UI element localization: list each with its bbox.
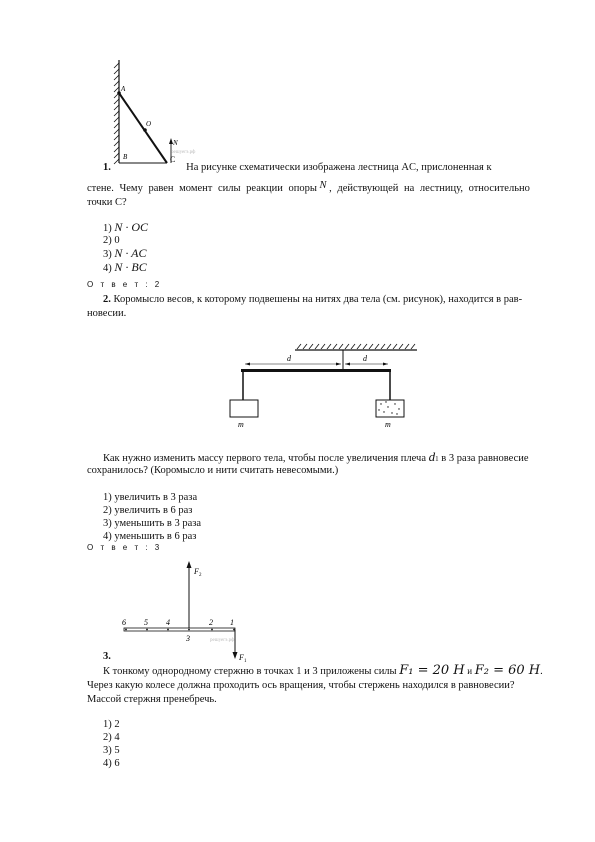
ladder-label-c: C bbox=[170, 155, 176, 164]
q1-line1 bbox=[103, 160, 551, 175]
option-num: 2) bbox=[103, 235, 112, 246]
q3-number bbox=[103, 649, 111, 664]
option-expr: N · AC bbox=[114, 246, 147, 260]
q3-force-1: F₁ = 20 Н bbox=[399, 663, 465, 678]
balance-label-d1: d bbox=[287, 354, 291, 363]
rod-watermark: решуегэ.рф bbox=[210, 638, 235, 643]
q2-text-line1: Коромысло весов, к которому подвешены на нитях два тела (см. рисунок), находится в рав- bbox=[113, 294, 523, 305]
option-num: 4) bbox=[103, 263, 112, 274]
balance-label-m1: m bbox=[238, 420, 244, 429]
q2-arm-subscript: 1 bbox=[435, 455, 439, 463]
rod-label-6: 6 bbox=[122, 618, 126, 627]
q1-number: 1. bbox=[103, 162, 111, 173]
q3-text-line2: Через какую колесе должна проходить ось вращения, чтобы стержень находился в равновесии? bbox=[87, 680, 515, 691]
q3-force-2: F₂ = 60 Н bbox=[474, 663, 541, 678]
rod-label-f2-sub: 2 bbox=[199, 573, 202, 578]
option-num: 1) bbox=[103, 223, 112, 234]
q2-option-3[interactable]: 3) уменьшить в 3 раза bbox=[103, 518, 202, 529]
q1-line2 bbox=[87, 181, 552, 196]
q1-force-symbol: N bbox=[319, 180, 327, 191]
ladder-watermark: решуегэ.рф bbox=[171, 150, 196, 155]
q2-text-line2: новесии. bbox=[87, 308, 127, 319]
q1-text-line2a: стене. Чему равен момент силы реакции опоры bbox=[87, 183, 317, 194]
option-expr: 0 bbox=[114, 235, 120, 246]
q1-answer: О т в е т : 2 bbox=[87, 280, 162, 289]
q3-line1 bbox=[103, 663, 543, 679]
q2-option-1[interactable]: 1) увеличить в 3 раза bbox=[103, 492, 198, 503]
rod-label-f2: F bbox=[194, 567, 199, 576]
q1-option-4[interactable] bbox=[103, 261, 148, 275]
q1-option-1[interactable] bbox=[103, 221, 148, 235]
q2-text-line4: сохранилось? (Коромысло и нити считать невесомыми.) bbox=[87, 465, 339, 476]
q1-text-line3: точки C? bbox=[87, 197, 127, 208]
q3-option-3[interactable]: 3) 5 bbox=[103, 745, 120, 756]
q3-and: и bbox=[467, 666, 473, 676]
ladder-label-n: N bbox=[173, 139, 178, 147]
q2-text-line3a: Как нужно изменить массу первого тела, чтобы после увеличения плеча bbox=[103, 453, 426, 464]
rod-label-f1: F bbox=[239, 653, 244, 662]
q2-line1 bbox=[103, 292, 553, 307]
q2-arm-symbol: d bbox=[428, 449, 436, 464]
q2-answer: О т в е т : 3 bbox=[87, 543, 162, 552]
rod-label-2: 2 bbox=[209, 618, 213, 627]
balance-label-m2: m bbox=[385, 420, 391, 429]
balance-figure bbox=[225, 340, 420, 432]
option-expr: N · BC bbox=[114, 260, 147, 274]
q3-options bbox=[103, 718, 120, 770]
ladder-figure bbox=[105, 55, 215, 170]
q1-text-line2b: , действующей на лестницу, относительно bbox=[329, 183, 530, 194]
ladder-label-b: B bbox=[123, 153, 128, 161]
q2-option-4[interactable]: 4) уменьшить в 6 раз bbox=[103, 531, 197, 542]
q1-options bbox=[103, 221, 148, 275]
q3-text-line3: Массой стержня пренебречь. bbox=[87, 694, 217, 705]
rod-label-3: 3 bbox=[186, 634, 190, 643]
option-expr: N · OC bbox=[114, 220, 149, 234]
q2-text-line3b: в 3 раза равновесие bbox=[441, 453, 529, 464]
rod-figure bbox=[110, 555, 260, 665]
rod-label-5: 5 bbox=[144, 618, 148, 627]
q1-option-3[interactable] bbox=[103, 247, 148, 261]
q3-end: . bbox=[540, 666, 543, 677]
q2-options bbox=[103, 491, 201, 543]
balance-label-d2: d bbox=[363, 354, 367, 363]
q3-option-1[interactable]: 1) 2 bbox=[103, 719, 120, 730]
q3-option-2[interactable]: 2) 4 bbox=[103, 732, 120, 743]
q3-option-4[interactable]: 4) 6 bbox=[103, 758, 120, 769]
q2-option-2[interactable]: 2) увеличить в 6 раз bbox=[103, 505, 193, 516]
q3-text-line1: К тонкому однородному стержню в точках 1 и 3 приложены силы bbox=[103, 666, 397, 677]
ladder-label-o: O bbox=[146, 120, 152, 128]
rod-label-1: 1 bbox=[230, 618, 234, 627]
q1-text-line1: На рисунке схематически изображена лестница AC, прислоненная к bbox=[186, 162, 492, 173]
q3-number-text: 3. bbox=[103, 651, 111, 662]
option-num: 3) bbox=[103, 249, 112, 260]
rod-label-4: 4 bbox=[166, 618, 170, 627]
q2-number: 2. bbox=[103, 294, 111, 305]
ladder-label-a: A bbox=[121, 85, 126, 93]
rod-label-f1-sub: 1 bbox=[244, 659, 247, 664]
